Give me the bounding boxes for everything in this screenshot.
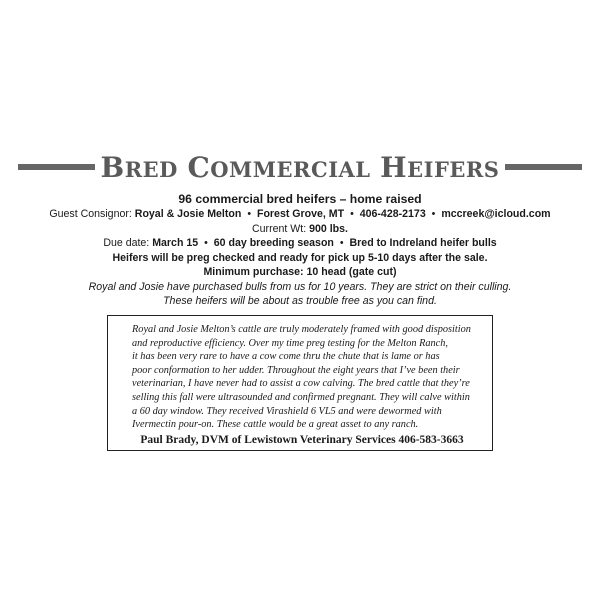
lot-details <box>0 191 600 280</box>
due-line: Due date: March 15 • 60 day breeding season • Bred to Indreland heifer bulls <box>103 237 497 250</box>
consignor-location: Forest Grove, MT <box>256 208 345 220</box>
headline: 96 commercial bred heifers – home raised <box>178 192 422 206</box>
left-rule <box>18 164 95 170</box>
right-rule <box>505 164 582 170</box>
minimum-purchase-line: Minimum purchase: 10 head (gate cut) <box>203 266 397 279</box>
vet-testimonial-box <box>107 315 493 451</box>
vet-signature: Paul Brady, DVM of Lewistown Veterinary Services 406-583-3663 <box>140 433 464 446</box>
preg-check-line: Heifers will be preg checked and ready for pick up 5-10 days after the sale. <box>112 251 488 264</box>
consignor-phone: 406-428-2173 <box>359 208 426 220</box>
consignor-line: Guest Consignor: Royal & Josie Melton • Forest Grove, MT • 406-428-2173 • mccreek@icloud.com <box>49 208 551 220</box>
page-title: BRED COMMERCIAL HEIFERS <box>100 150 500 184</box>
seller-testimonial: Royal and Josie have purchased bulls from us for 10 years. They are strict on their culling. These heifers will be about as trouble free as you can find. <box>88 281 512 307</box>
weight-line: Current Wt: 900 lbs. <box>252 222 348 235</box>
title-banner <box>18 152 582 182</box>
consignor-name: Royal & Josie Melton <box>134 208 242 220</box>
consignor-email: mccreek@icloud.com <box>441 208 551 220</box>
vet-testimonial-text: Royal and Josie Melton’s cattle are truly moderately framed with good disposition and reproductive efficiency. Over my time preg testing for the Melton Ranch, it has been very rare to have a cow come thru the chute that is lame or has poor conformation to her udder. Throughout the eight years that I’ve been their veterinarian, I have never had to assist a cow calving. The bred cattle that they’re selling this fall were ultrasounded and confirmed pregnant. They will calve within a 60 day window. They received Virashield 6 VL5 and were dewormed with Ivermectin pour-on. These cattle would be a great asset to any ranch. <box>132 324 471 431</box>
